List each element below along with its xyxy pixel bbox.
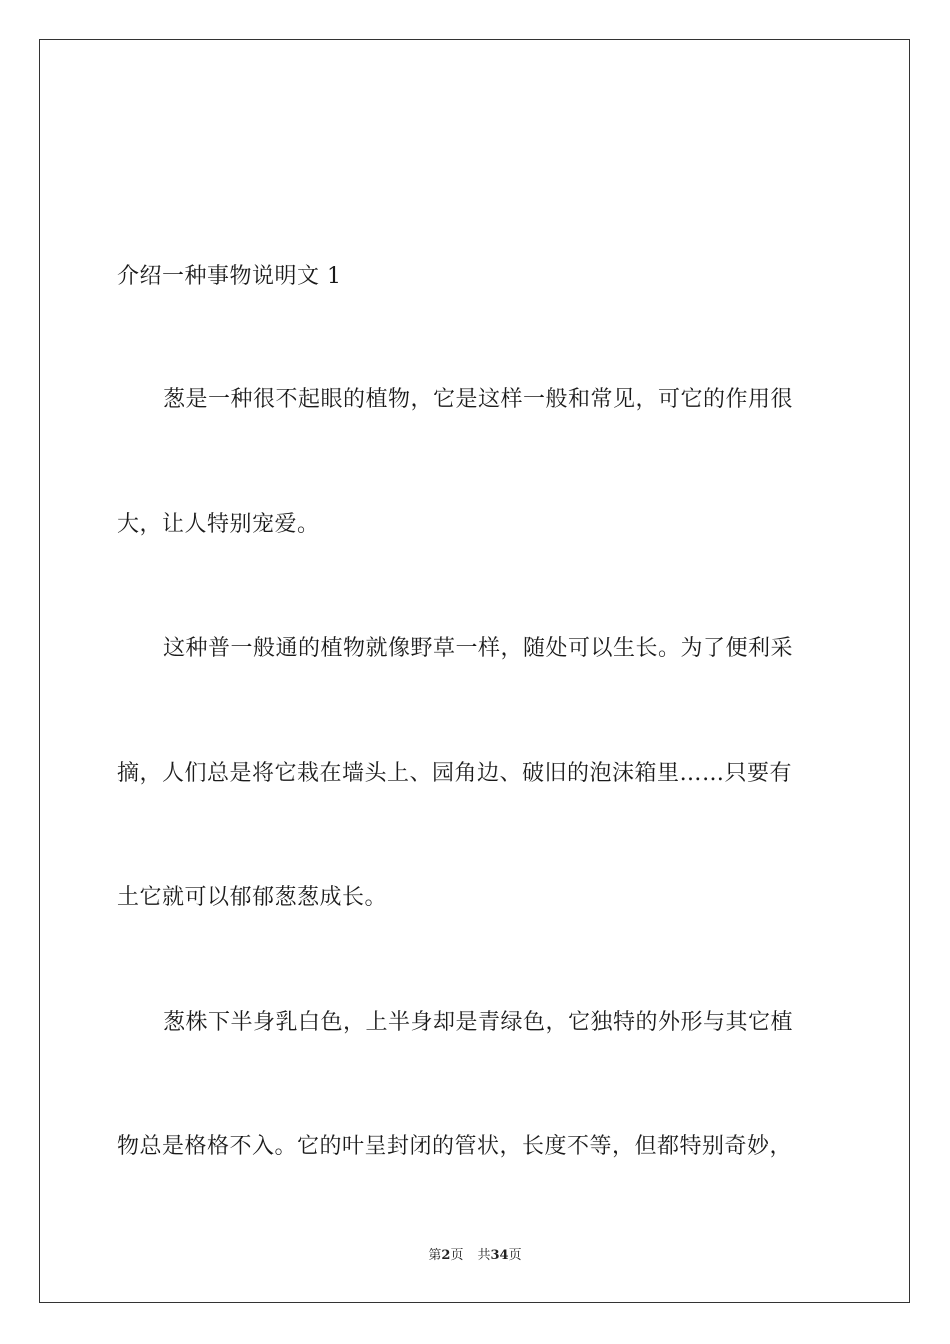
paragraph-3-line-2: 物总是格格不入。它的叶呈封闭的管状，长度不等，但都特别奇妙，	[117, 1134, 793, 1159]
paragraph-1-line-1: 葱是一种很不起眼的植物，它是这样一般和常见，可它的作用很	[163, 387, 794, 412]
total-suffix: 页	[508, 1248, 522, 1263]
page-footer	[0, 1244, 950, 1263]
page-prefix: 第	[428, 1248, 442, 1263]
total-prefix: 共	[477, 1248, 491, 1263]
paragraph-2-line-1: 这种普一般通的植物就像野草一样，随处可以生长。为了便利采	[163, 636, 794, 661]
paragraph-3-line-1: 葱株下半身乳白色，上半身却是青绿色，它独特的外形与其它植	[163, 1010, 794, 1035]
page-number: 2	[441, 1248, 451, 1263]
paragraph-2-line-2: 摘，人们总是将它栽在墙头上、园角边、破旧的泡沫箱里……只要有	[117, 761, 793, 786]
paragraph-2-line-3: 土它就可以郁郁葱葱成长。	[117, 885, 388, 910]
page-suffix: 页	[450, 1248, 464, 1263]
page-border	[39, 39, 910, 1303]
paragraph-1-line-2: 大，让人特别宠爱。	[117, 512, 320, 537]
document-title: 介绍一种事物说明文 1	[117, 264, 342, 289]
total-pages: 34	[490, 1248, 509, 1263]
